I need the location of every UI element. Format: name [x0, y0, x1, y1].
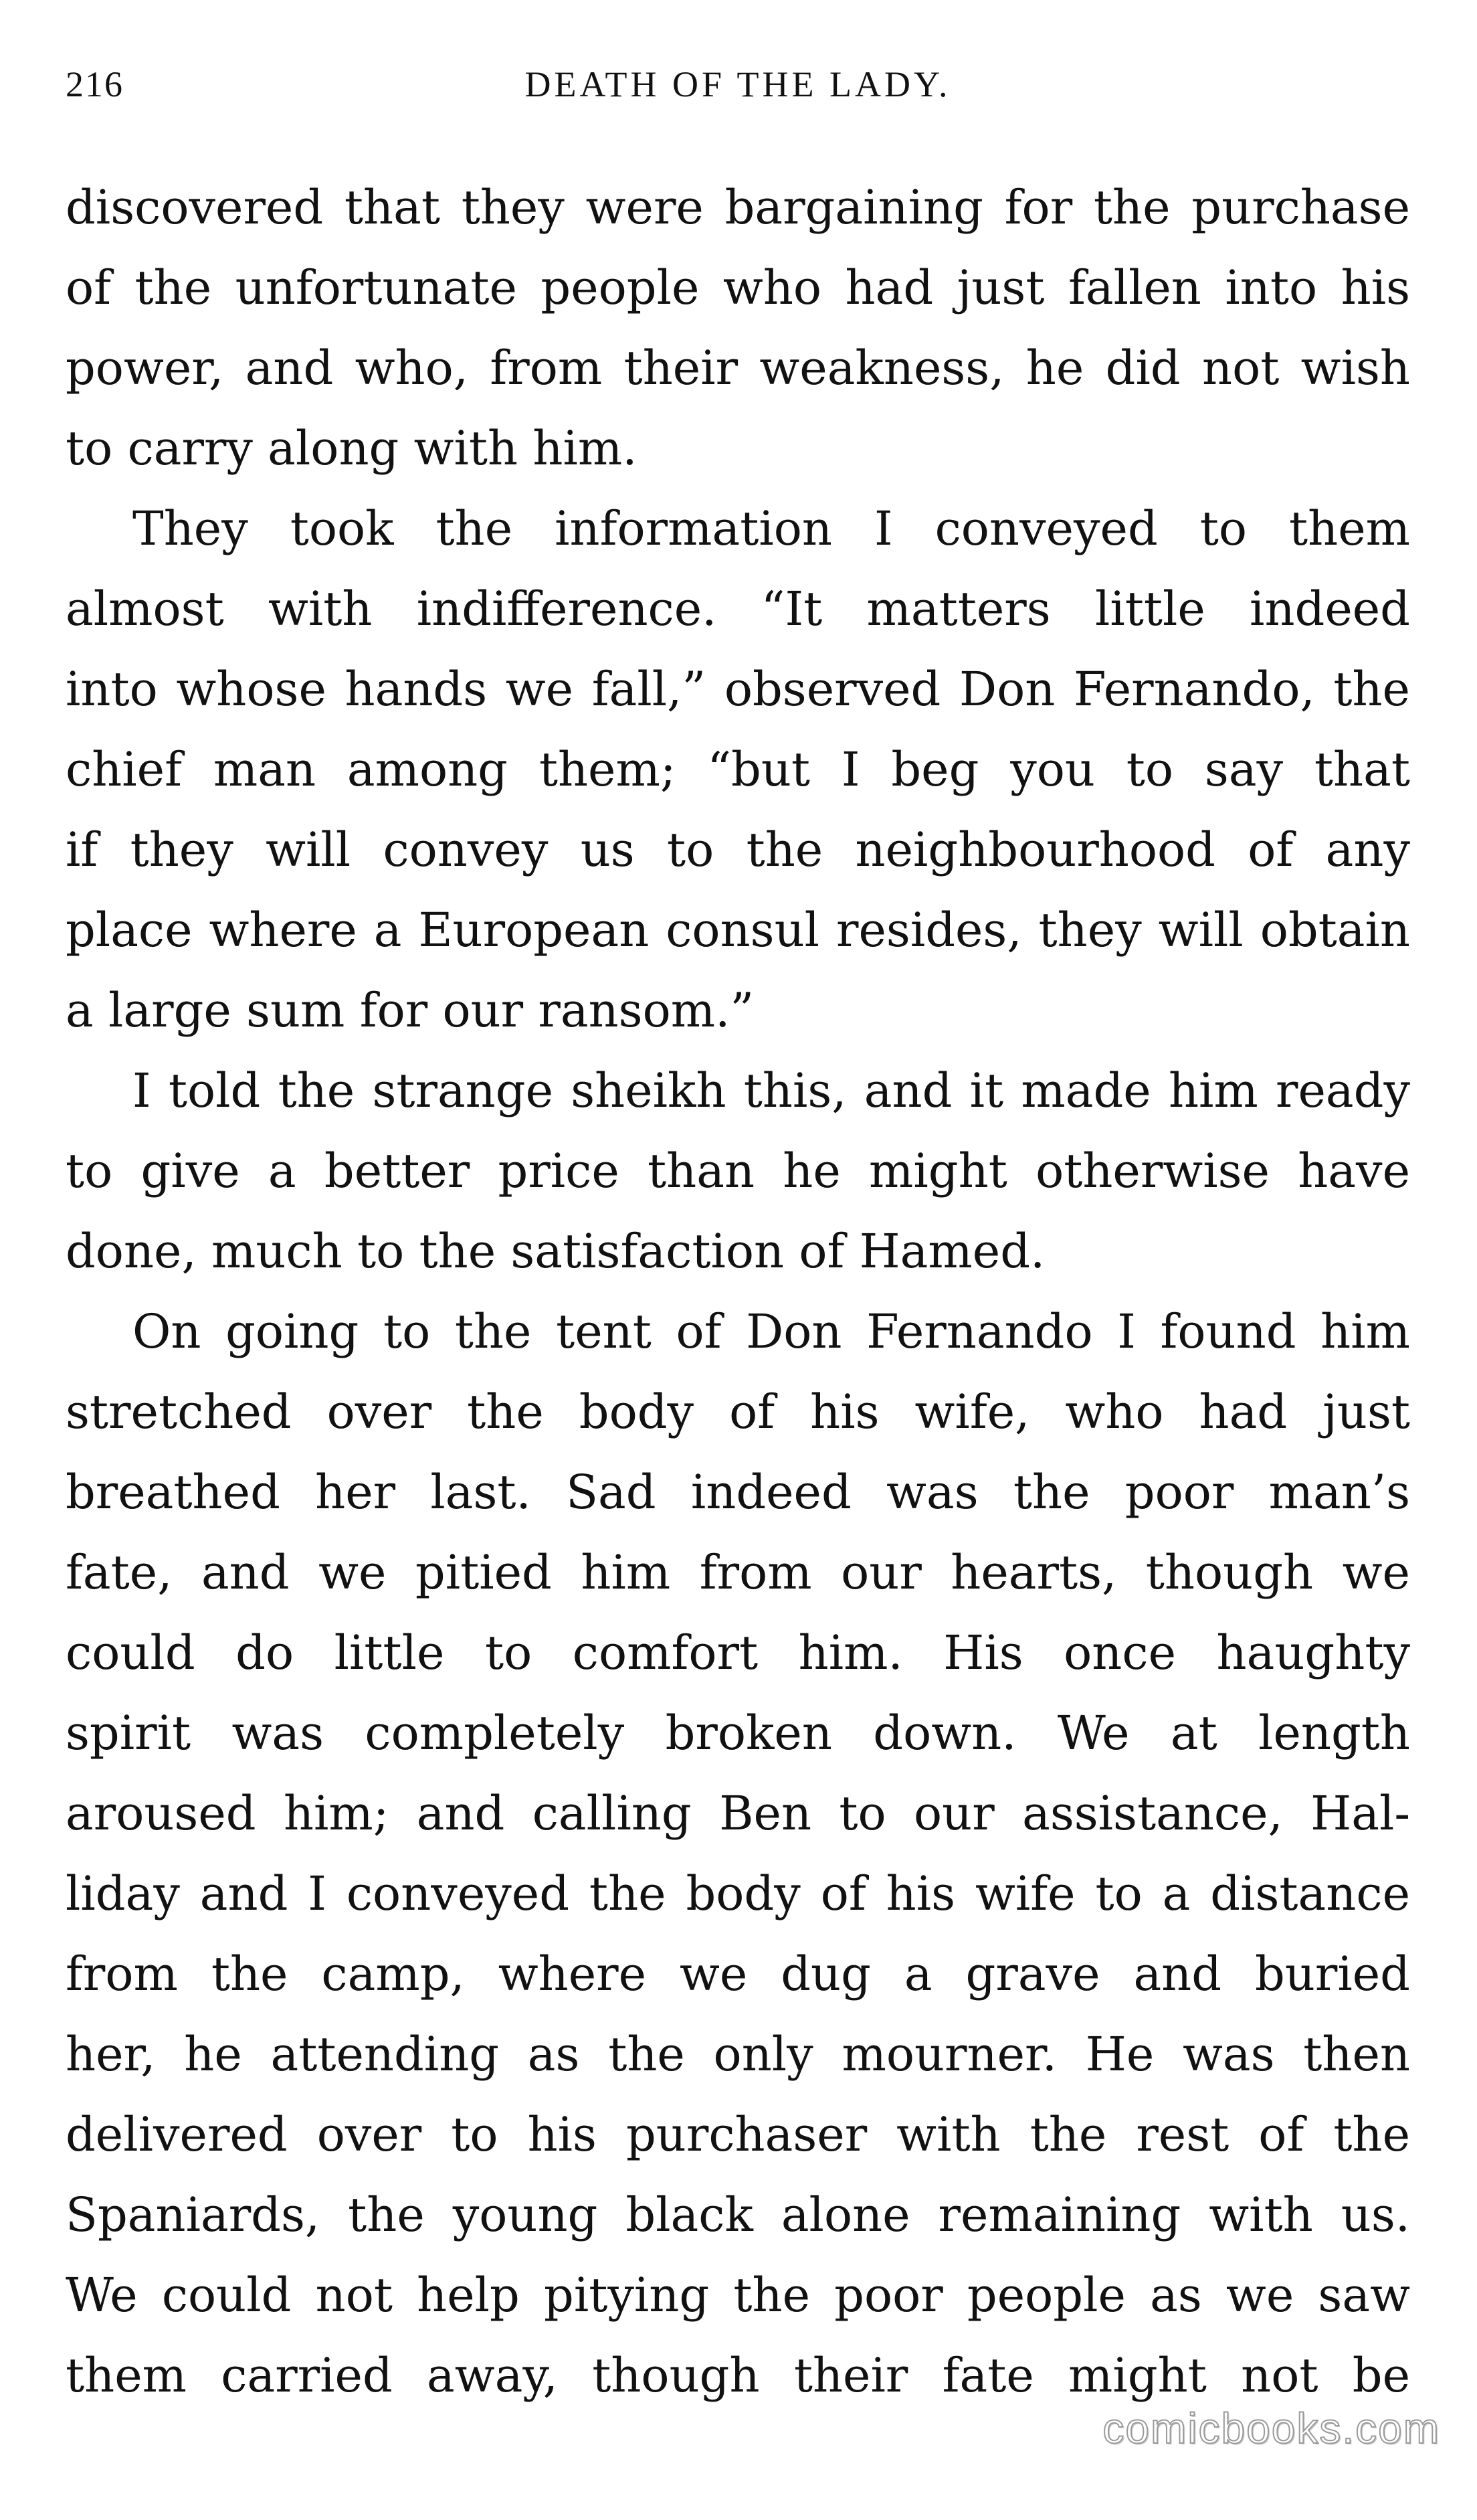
- text-line: We could not help pitying the poor people as we saw: [66, 2268, 1410, 2323]
- paragraph-1: [66, 167, 1410, 488]
- text-line: They took the information I conveyed to them: [132, 501, 1410, 556]
- text-line: power, and who, from their weakness, he did not wish: [66, 341, 1410, 395]
- body-text: [66, 167, 1410, 2416]
- text-line: fate, and we pitied him from our hearts, though we: [66, 1545, 1410, 1600]
- text-line: into whose hands we fall,” observed Don Fernando, the: [66, 662, 1410, 717]
- text-line: almost with indifference. “It matters little indeed: [66, 581, 1410, 636]
- text-line: stretched over the body of his wife, who had just: [66, 1384, 1410, 1439]
- running-head: [66, 64, 1410, 117]
- text-line: to give a better price than he might otherwise have: [66, 1144, 1410, 1198]
- text-line: done, much to the satisfaction of Hamed.: [66, 1224, 1046, 1279]
- text-line: aroused him; and calling Ben to our assistance, Hal-: [66, 1786, 1410, 1841]
- text-line: could do little to comfort him. His once haughty: [66, 1625, 1410, 1680]
- text-line: them carried away, though their fate might not be: [66, 2348, 1410, 2403]
- watermark-logo: comicbooks.com: [1102, 2404, 1440, 2452]
- text-line: delivered over to his purchaser with the rest of the: [66, 2107, 1410, 2162]
- text-line: Spaniards, the young black alone remaining with us.: [66, 2187, 1410, 2242]
- text-line: liday and I conveyed the body of his wife to a distance: [66, 1866, 1410, 1921]
- text-line: breathed her last. Sad indeed was the poor man’s: [66, 1465, 1410, 1520]
- text-line: her, he attending as the only mourner. He was then: [66, 2027, 1410, 2082]
- paragraph-3: [66, 1051, 1410, 1291]
- text-line: of the unfortunate people who had just fallen into his: [66, 260, 1410, 315]
- paragraph-2: [66, 488, 1410, 1051]
- text-line: chief man among them; “but I beg you to say that: [66, 742, 1410, 797]
- running-title: DEATH OF THE LADY.: [524, 64, 951, 104]
- text-line: to carry along with him.: [66, 421, 637, 476]
- text-line: if they will convey us to the neighbourhood of any: [66, 822, 1410, 877]
- text-line: from the camp, where we dug a grave and buried: [66, 1947, 1410, 2001]
- text-line: On going to the tent of Don Fernando I found him: [132, 1304, 1410, 1359]
- text-line: a large sum for our ransom.”: [66, 983, 755, 1038]
- text-line: I told the strange sheikh this, and it made him ready: [132, 1063, 1410, 1118]
- text-line: place where a European consul resides, they will obtain: [66, 903, 1410, 958]
- text-line: spirit was completely broken down. We at length: [66, 1706, 1410, 1761]
- text-line: discovered that they were bargaining for the purchase: [66, 180, 1410, 235]
- paragraph-4: [66, 1291, 1410, 2416]
- page-number: 216: [66, 64, 124, 104]
